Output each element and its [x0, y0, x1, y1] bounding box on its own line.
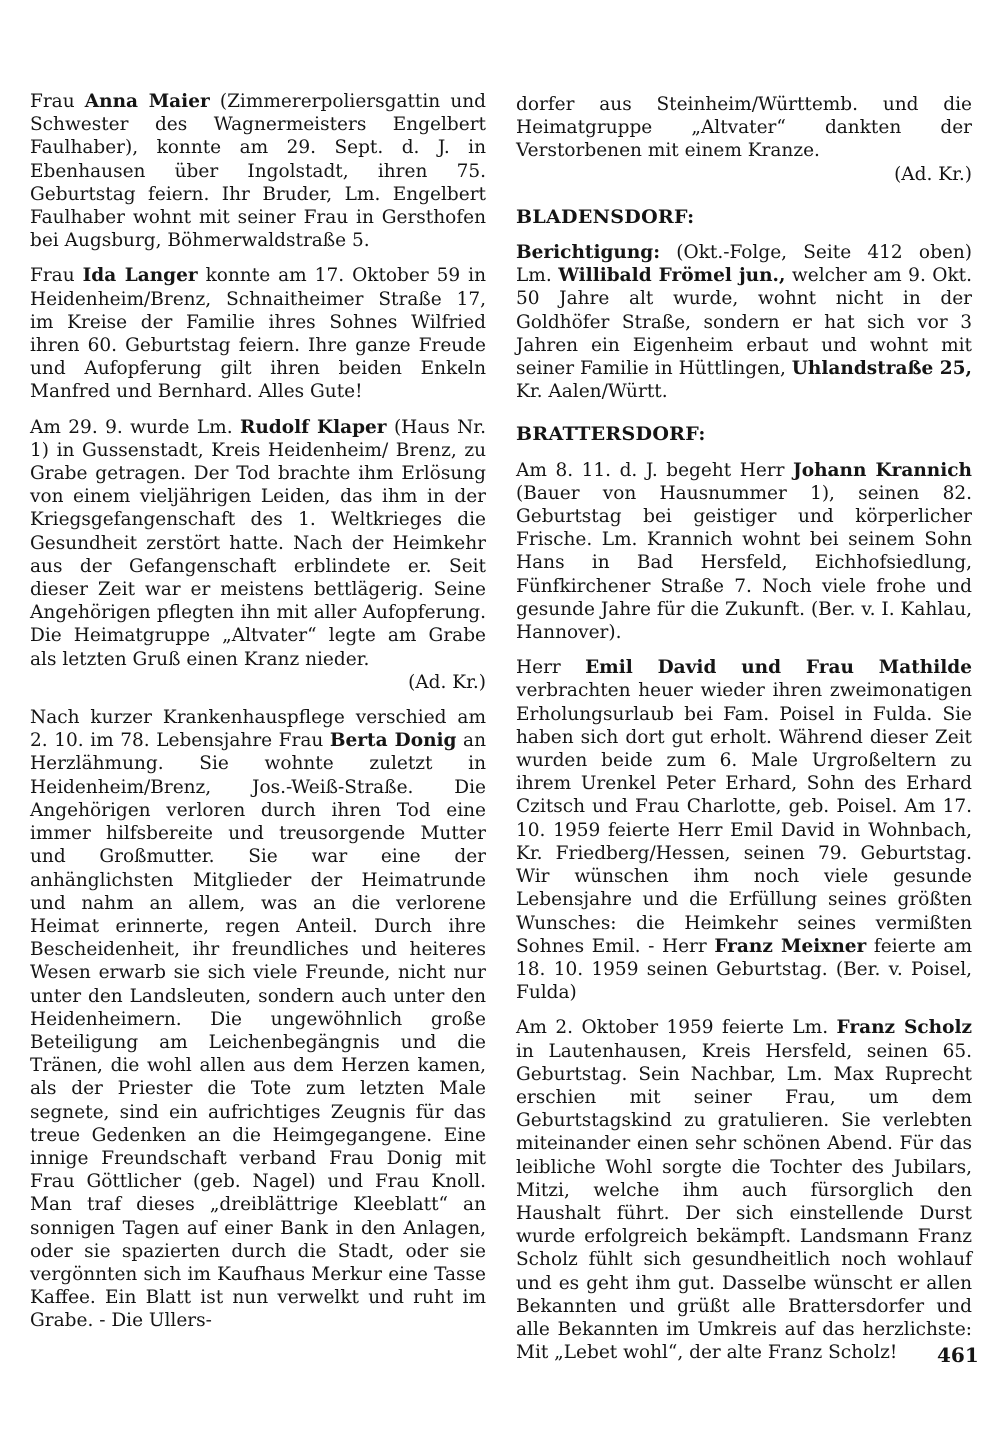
page-number: 461: [937, 1343, 979, 1367]
article-rudolf-klaper: Am 29. 9. wurde Lm. Rudolf Klaper (Haus Nr. 1) in Gussenstadt, Kreis Heidenheim/ Brenz, zu Grabe getragen. Der Tod brachte ihm Erlösung von einem vieljährigen Leiden, das ihm in der Kriegsgefangenschaft des 1. Weltkrieges die Gesundheit zerstört hatte. Nach der Heimkehr aus der Gefangenschaft erblindete er. Seit dieser Zeit war er meistens bettlägerig. Seine Angehörigen pflegten ihn mit aller Aufopferung. Die Heimatgruppe „Altvater“ legte am Grabe als letzten Gruß einen Kranz nieder. (Ad. Kr.): [30, 416, 486, 693]
signature: (Ad. Kr.): [894, 163, 972, 185]
person-name: Franz Meixner: [714, 935, 867, 957]
person-name: Ida Langer: [82, 265, 198, 287]
left-column: [30, 90, 486, 1333]
article-emil-david: Herr Emil David und Frau Mathilde verbrachten heuer wieder ihren zweimonatigen Erholungsurlaub bei Fam. Poisel in Fulda. Sie haben sich dort gut erholt. Während dieser Zeit wurden beide zum 6. Male Urgroßeltern zu ihrem Urenkel Peter Erhard, Sohn des Erhard Czitsch und Frau Charlotte, geb. Poisel. Am 17. 10. 1959 feierte Herr Emil David in Wohnbach, Kr. Friedberg/Hessen, seinen 79. Geburtstag. Wir wünschen ihm noch viele gesunde Lebensjahre und die Erfüllung seines größten Wunsches: die Heimkehr seines vermißten Sohnes Emil. - Herr Franz Meixner feierte am 18. 10. 1959 seinen Geburtstag. (Ber. v. Poisel, Fulda): [516, 657, 972, 1004]
article-berta-donig: Nach kurzer Krankenhauspflege verschied am 2. 10. im 78. Lebensjahre Frau Berta Donig an Herzlähmung. Sie wohnte zuletzt in Heidenheim/Brenz, Jos.-Weiß-Straße. Die Angehörigen verloren durch ihren Tod eine immer hilfsbereite und treusorgende Mutter und Großmutter. Sie war eine der anhänglichsten Mitglieder der Heimatrunde und nahm an allem, was an die verlorene Heimat erinnerte, regen Anteil. Durch ihre Bescheidenheit, ihr freundliches und heiteres Wesen erwarb sie sich viele Freunde, nicht nur unter den Landsleuten, sondern auch unter den Heidenheimern. Die ungewöhnlich große Beteiligung am Leichenbegängnis und die Tränen, die wohl allen aus dem Herzen kamen, als der Priester die Tote zum letzten Male segnete, sind ein aufrichtiges Zeugnis für das treue Gedenken an die Heimgegangene. Eine innige Freundschaft verband Frau Donig mit Frau Göttlicher (geb. Nagel) und Frau Knoll. Man traf dieses „dreiblättrige Kleeblatt“ an sonnigen Tagen auf einer Bank in den Anlagen, oder sie spazierten durch die Stadt, oder sie vergönnten sich im Kaufhaus Merkur eine Tasse Kaffee. Ein Blatt ist nun verwelkt und ruht im Grabe. - Die Ullers-: [30, 707, 486, 1332]
article-anna-maier: Frau Anna Maier (Zimmererpoliersgattin und Schwester des Wagnermeisters Engelbert Faulhaber), konnte am 29. Sept. d. J. in Ebenhausen über Ingolstadt, ihren 75. Geburtstag feiern. Ihr Bruder, Lm. Engelbert Faulhaber wohnt mit seiner Frau in Gersthofen bei Augsburg, Böhmerwaldstraße 5.: [30, 91, 486, 252]
person-name: Johann Krannich: [793, 459, 972, 481]
article-franz-scholz: Am 2. Oktober 1959 feierte Lm. Franz Scholz in Lautenhausen, Kreis Hersfeld, seinen 65. Geburtstag. Sein Nachbar, Lm. Max Ruprecht erschien mit seiner Frau, um dem Geburtstagskind zu gratulieren. Sie verlebten miteinander einen sehr schönen Abend. Für das leibliche Wohl sorgte die Tochter des Jubilars, Mitzi, welche ihm auch fürsorglich den Haushalt führt. Der sich einstellende Durst wurde erfolgreich bekämpft. Landsmann Franz Scholz fühlt sich gesundheitlich noch wohlauf und es geht ihm gut. Dasselbe wünscht er allen Bekannten und grüßt alle Brattersdorfer und alle Bekannten im Umkreis auf das herzlichste: Mit „Lebet wohl“, der alte Franz Scholz!: [516, 1017, 972, 1364]
signature: (Ad. Kr.): [408, 671, 486, 693]
right-column: [516, 93, 972, 1364]
article-berichtigung: Berichtigung: (Okt.-Folge, Seite 412 oben) Lm. Willibald Frömel jun., welcher am 9. Okt. 50 Jahre alt wurde, wohnt nicht in der Goldhöfer Straße, sondern er hat sich vor 3 Jahren ein Eigenheim erbaut und wohnt mit seiner Familie in Hüttlingen, Uhlandstraße 25, Kr. Aalen/Württ.: [516, 242, 972, 403]
section-heading-brattersdorf: BRATTERSDORF:: [516, 423, 706, 446]
article-ida-langer: Frau Ida Langer konnte am 17. Oktober 59 in Heidenheim/Brenz, Schnaitheimer Straße 17, im Kreise der Familie ihres Sohnes Wilfried ihren 60. Geburtstag feiern. Ihre ganze Freude und Aufopferung gilt ihren beiden Enkeln Manfred und Bernhard. Alles Gute!: [30, 265, 486, 403]
person-name: Franz Scholz: [836, 1017, 972, 1039]
article-continuation: dorfer aus Steinheim/Württemb. und die Heimatgruppe „Altvater“ dankten der Verstorbenen mit einem Kranze. (Ad. Kr.): [516, 94, 972, 185]
person-name: Berta Donig: [329, 730, 457, 752]
person-name: Emil David und Frau Mathilde: [585, 657, 972, 679]
section-heading-bladensdorf: BLADENSDORF:: [516, 205, 695, 228]
person-name: Rudolf Klaper: [239, 416, 387, 438]
article-johann-krannich: Am 8. 11. d. J. begeht Herr Johann Krannich (Bauer von Hausnummer 1), seinen 82. Geburtstag bei geistiger und körperlicher Frische. Lm. Krannich wohnt bei seinem Sohn Hans in Bad Hersfeld, Eichhofsiedlung, Fünfkirchener Straße 7. Noch viele frohe und gesunde Jahre für die Zukunft. (Ber. v. I. Kahlau, Hannover).: [516, 459, 972, 644]
person-name: Anna Maier: [84, 91, 210, 112]
person-name: Willibald Frömel jun.,: [558, 265, 786, 287]
